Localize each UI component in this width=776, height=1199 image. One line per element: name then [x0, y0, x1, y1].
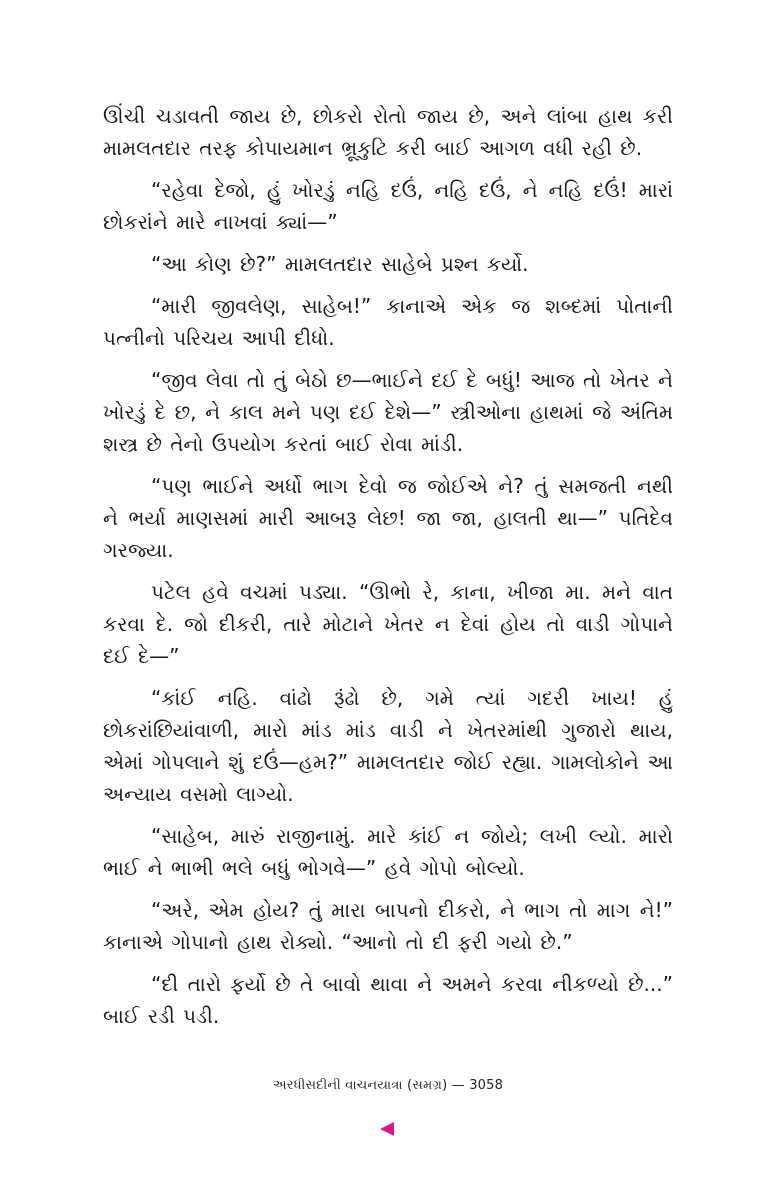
paragraph-1: ઊંચી ચડાવતી જાય છે, છોકરો રોતો જાય છે, અને લાંબા હાથ કરી મામલતદાર તરફ કોપાયમાન ભ્રૂકુટિ કરી બાઈ આગળ વધી રહી છે.: [103, 104, 673, 160]
paragraph-8: “કાંઈ નહિ. વાંઢો રૂંઢો છે, ગમે ત્યાં ગદરી ખાય! હું છોકરાંછિયાંવાળી, મારો માંડ માંડ વાડી ને ખેતરમાંથી ગુજારો થાય, એમાં ગોપલાને શું દઉં—હમ?” મામલતદાર જોઈ રહ્યા. ગામલોકોને આ અન્યાય વસમો લાગ્યો.: [103, 686, 673, 806]
paragraph-3: “આ કોણ છે?” મામલતદાર સાહેબે પ્રશ્ન કર્યો.: [151, 252, 529, 276]
paragraph-5: “જીવ લેવા તો તું બેઠો છ—ભાઈને દઈ દે બધું! આજ તો ખેતર ને ખોરડું દે છ, ને કાલ મને પણ દઈ દેશે—” સ્ત્રીઓના હાથમાં જે અંતિમ શસ્ત્ર છે તેનો ઉપયોગ કરતાં બાઈ રોવા માંડી.: [103, 368, 673, 456]
body-text: [103, 100, 673, 1042]
page-footer: અરધીસદીની વાચનયાત્રા (સમગ્ર) — 3058: [272, 1078, 504, 1093]
paragraph-2: “રહેવા દેજો, હું ખોરડું નહિ દઉં, નહિ દઉં, ને નહિ દઉં! મારાં છોકરાંને મારે નાખવાં ક્યાં—”: [103, 178, 673, 234]
paragraph-4: “મારી જીવલેણ, સાહેબ!” કાનાએ એક જ શબ્દમાં પોતાની પત્નીનો પરિચય આપી દીધો.: [103, 294, 673, 350]
paragraph-6: “પણ ભાઈને અર્ધો ભાગ દેવો જ જોઈએ ને? તું સમજતી નથી ને ભર્યા માણસમાં મારી આબરૂ લેછ! જા જા, હાલતી થા—” પતિદેવ ગરજ્યા.: [103, 474, 673, 562]
paragraph-11: “દી તારો ફર્યો છે તે બાવો થાવા ને અમને કરવા નીકળ્યો છે...” બાઈ રડી પડી.: [103, 972, 673, 1028]
paragraph-9: “સાહેબ, મારું રાજીનામું. મારે કાંઈ ન જોયે; લખી લ્યો. મારો ભાઈ ને ભાભી ભલે બધું ભોગવે—” હવે ગોપો બોલ્યો.: [103, 824, 673, 880]
previous-page-triangle-left-icon[interactable]: [380, 1122, 394, 1136]
paragraph-7: પટેલ હવે વચમાં પડ્યા. “ઊભો રે, કાના, ખીજા મા. મને વાત કરવા દે. જો દીકરી, તારે મોટાને ખેતર ન દેવાં હોય તો વાડી ગોપાને દઈ દે—”: [103, 580, 673, 668]
paragraph-10: “અરે, એમ હોય? તું મારા બાપનો દીકરો, ને ભાગ તો માગ ને!” કાનાએ ગોપાનો હાથ રોક્યો. “આનો તો દી ફરી ગયો છે.”: [103, 898, 673, 954]
